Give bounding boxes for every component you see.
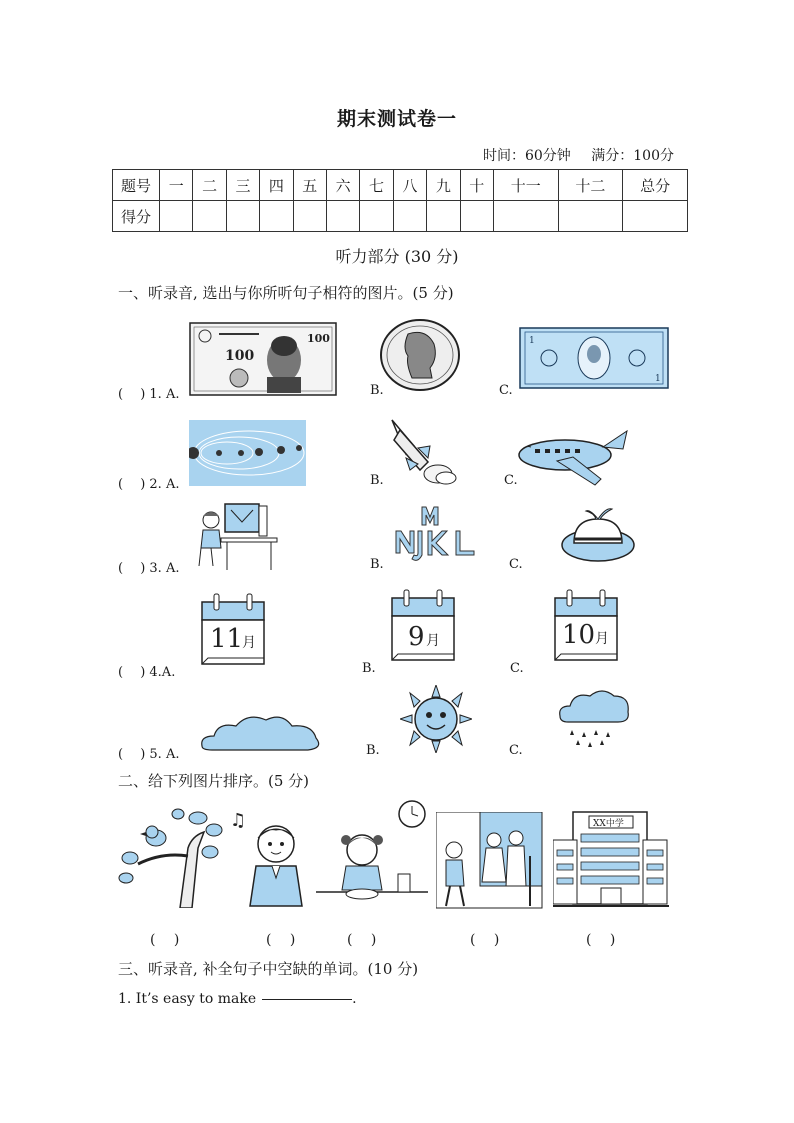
letters-njkl-image (394, 503, 480, 565)
score-col: 三 (226, 170, 259, 201)
score-cell[interactable] (558, 201, 623, 232)
score-cell[interactable] (493, 201, 558, 232)
svg-text:10: 10 (562, 620, 596, 650)
rainy-image (556, 686, 632, 750)
score-cell[interactable] (260, 201, 293, 232)
score-col: 七 (360, 170, 393, 201)
q2-answer-slot-1[interactable]: ( ) (150, 932, 180, 948)
calendar-september-image (390, 588, 456, 662)
q3-item-1 (118, 991, 357, 1007)
score-col: 四 (260, 170, 293, 201)
score-cell[interactable] (160, 201, 193, 232)
score-col: 十二 (558, 170, 623, 201)
section-heading: 听力部分 (30 分) (335, 247, 459, 266)
q2-instruction: 二、给下列图片排序。(5 分) (118, 772, 310, 790)
page-title: 期末测试卷一 (336, 108, 457, 130)
score-cell[interactable] (393, 201, 426, 232)
exam-meta (483, 145, 674, 165)
q1-row1-label: ( ) 1. A. (118, 387, 180, 402)
score-col: 五 (293, 170, 326, 201)
exam-full-score: 满分：100分 (591, 148, 674, 164)
score-table-header-row (113, 170, 688, 201)
score-col: 九 (427, 170, 460, 201)
q1-row1-b: B. (370, 383, 384, 398)
score-table-row-label: 得分 (113, 201, 160, 232)
q2-answer-slot-5[interactable]: ( ) (586, 932, 616, 948)
q1-row5-c: C. (509, 743, 523, 758)
bird-on-tree-image (118, 808, 224, 908)
q1-instruction: 一、听录音, 选出与你所听句子相符的图片。(5 分) (118, 284, 454, 302)
q1-row2-label: ( ) 2. A. (118, 477, 180, 492)
dollar-bill-image (519, 327, 669, 389)
score-cell[interactable] (293, 201, 326, 232)
svg-text:XX中学: XX中学 (593, 819, 624, 829)
q1-row4-label: ( ) 4.A. (118, 665, 176, 680)
q1-row5-label: ( ) 5. A. (118, 747, 180, 762)
q1-row4-b: B. (362, 661, 376, 676)
calendar-october-image (553, 588, 619, 662)
score-cell[interactable] (360, 201, 393, 232)
score-table-score-row (113, 201, 688, 232)
q1-row2-c: C. (504, 473, 518, 488)
score-col: 八 (393, 170, 426, 201)
q3-item-1-text: 1. It’s easy to make (118, 991, 257, 1007)
child-at-computer-image (197, 500, 279, 570)
score-col: 一 (160, 170, 193, 201)
svg-text:9: 9 (408, 622, 425, 652)
q1-row3-label: ( ) 3. A. (118, 561, 180, 576)
exam-time: 时间：60分钟 (482, 148, 571, 164)
q1-row5-b: B. (366, 743, 380, 758)
q3-instruction: 三、听录音, 补全句子中空缺的单词。(10 分) (118, 960, 419, 978)
svg-text:月: 月 (242, 635, 256, 651)
score-col: 总分 (623, 170, 688, 201)
score-cell[interactable] (193, 201, 226, 232)
q1-row1-c: C. (499, 383, 513, 398)
boy-singing-image (226, 806, 310, 910)
svg-text:1: 1 (529, 336, 535, 346)
score-cell[interactable] (427, 201, 460, 232)
school-building-image (553, 810, 669, 908)
svg-text:♫: ♫ (230, 810, 247, 831)
q1-row2-b: B. (370, 473, 384, 488)
svg-text:月: 月 (595, 631, 609, 647)
sunny-image (400, 685, 472, 753)
q1-row4-c: C. (510, 661, 524, 676)
solar-system-image (189, 420, 306, 486)
q2-answer-slot-3[interactable]: ( ) (347, 932, 377, 948)
q3-item-1-period: . (352, 991, 357, 1007)
cloudy-image (198, 710, 324, 754)
score-cell[interactable] (226, 201, 259, 232)
svg-text:100: 100 (225, 348, 255, 364)
q1-row3-c: C. (509, 557, 523, 572)
score-table-row-label: 题号 (113, 170, 160, 201)
yuan-banknote-image (189, 322, 337, 396)
rocket-image (388, 418, 462, 486)
q1-row3-b: B. (370, 557, 384, 572)
girl-eating-with-clock-image (316, 800, 428, 906)
hat-image (560, 505, 636, 563)
score-cell[interactable] (326, 201, 359, 232)
svg-text:1: 1 (655, 374, 661, 384)
score-col: 六 (326, 170, 359, 201)
score-col: 二 (193, 170, 226, 201)
score-cell[interactable] (460, 201, 493, 232)
score-col: 十 (460, 170, 493, 201)
score-table (112, 169, 688, 232)
boy-with-grandparents-image (436, 812, 544, 910)
score-col: 十一 (493, 170, 558, 201)
q3-item-1-blank[interactable] (262, 998, 352, 1000)
svg-text:月: 月 (426, 633, 440, 649)
dime-coin-image (378, 318, 462, 392)
svg-text:11: 11 (210, 624, 244, 654)
q2-answer-slot-2[interactable]: ( ) (266, 932, 296, 948)
svg-text:100: 100 (307, 332, 330, 345)
q2-answer-slot-4[interactable]: ( ) (470, 932, 500, 948)
score-cell[interactable] (623, 201, 688, 232)
airplane-image (517, 427, 629, 487)
calendar-november-image (200, 592, 266, 666)
